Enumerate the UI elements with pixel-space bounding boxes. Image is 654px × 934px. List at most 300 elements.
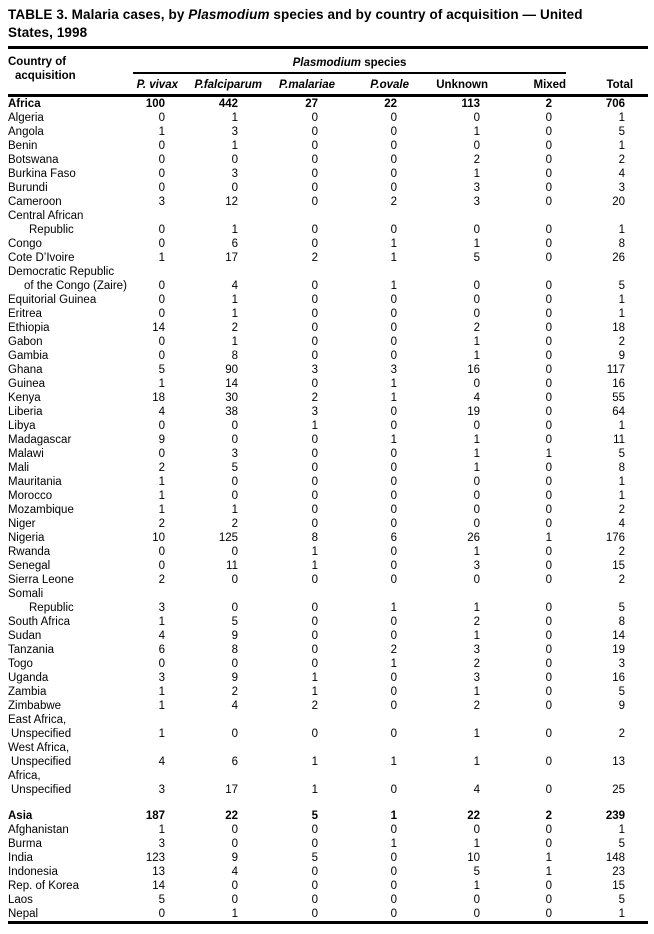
value-cell: 0 (311, 196, 318, 208)
value-cell: 0 (473, 574, 480, 586)
value-cell: 0 (390, 630, 397, 642)
value-cell: 1 (390, 602, 397, 614)
value-cell: 1 (618, 420, 626, 432)
value-cell: 0 (390, 728, 397, 740)
country-cell: Angola (8, 126, 44, 138)
value-cell: 3 (311, 406, 318, 418)
country-cell: Asia (8, 810, 33, 822)
value-cell: 5 (311, 810, 318, 822)
value-cell: 0 (311, 866, 318, 878)
country-cell: Libya (8, 420, 36, 432)
value-cell: 1 (390, 378, 397, 390)
value-cell: 4 (473, 392, 480, 404)
value-cell: 0 (311, 462, 318, 474)
value-cell: 0 (311, 224, 318, 236)
value-cell: 0 (311, 824, 318, 836)
value-cell: 2 (618, 574, 626, 586)
country-line2: of the Congo (Zaire) (24, 280, 127, 292)
value-cell: 0 (390, 546, 397, 558)
value-cell: 0 (545, 490, 553, 502)
value-cell: 8 (311, 532, 318, 544)
value-cell: 0 (545, 658, 553, 670)
value-cell: 1 (545, 852, 553, 864)
value-cell: 1 (618, 824, 626, 836)
value-cell: 9 (231, 672, 238, 684)
value-cell: 0 (390, 168, 397, 180)
country-cell: Rep. of Korea (8, 880, 79, 892)
value-cell: 4 (231, 280, 238, 292)
value-cell: 1 (618, 476, 626, 488)
table-row (8, 489, 648, 503)
value-cell: 0 (545, 336, 553, 348)
country-cell (8, 265, 133, 293)
country-line2: Unspecified (11, 784, 72, 796)
value-cell: 0 (158, 294, 165, 306)
value-cell: 90 (225, 364, 238, 376)
value-cell: 0 (390, 336, 397, 348)
country-line1: East Africa, (8, 714, 67, 726)
value-cell: 8 (231, 644, 238, 656)
country-cell: Senegal (8, 560, 51, 572)
value-cell: 1 (473, 350, 480, 362)
value-cell: 1 (618, 294, 626, 306)
value-cell: 0 (545, 308, 553, 320)
value-cell: 2 (618, 336, 626, 348)
value-cell: 1 (231, 504, 238, 516)
table-row (8, 797, 648, 823)
value-cell: 2 (158, 518, 165, 530)
value-cell: 5 (158, 364, 165, 376)
value-cell: 0 (311, 126, 318, 138)
value-cell: 4 (231, 866, 238, 878)
value-cell: 123 (145, 852, 165, 864)
value-cell: 0 (390, 350, 397, 362)
table-row (8, 125, 648, 139)
value-cell: 148 (605, 852, 626, 864)
table-row (8, 671, 648, 685)
value-cell: 15 (612, 560, 626, 572)
value-cell: 1 (473, 728, 480, 740)
column-header-p-ovale: P.ovale (370, 79, 409, 91)
value-cell: 4 (618, 168, 626, 180)
value-cell: 0 (545, 224, 553, 236)
table-row (8, 643, 648, 657)
value-cell: 1 (158, 476, 165, 488)
value-cell: 1 (311, 546, 318, 558)
value-cell: 15 (612, 880, 626, 892)
value-cell: 5 (311, 852, 318, 864)
country-cell: Cote D’Ivoire (8, 252, 75, 264)
country-cell: Sudan (8, 630, 42, 642)
value-cell: 0 (473, 294, 480, 306)
table-row (8, 251, 648, 265)
country-cell: Kenya (8, 392, 41, 404)
value-cell: 0 (545, 112, 553, 124)
value-cell: 3 (473, 672, 480, 684)
country-line1: West Africa, (8, 742, 70, 754)
value-cell: 0 (231, 880, 238, 892)
value-cell: 4 (158, 756, 165, 768)
country-line1: Africa, (8, 770, 41, 782)
value-cell: 0 (231, 838, 238, 850)
value-cell: 3 (473, 182, 480, 194)
value-cell: 1 (311, 672, 318, 684)
value-cell: 0 (545, 560, 553, 572)
value-cell: 1 (473, 238, 480, 250)
value-cell: 0 (311, 518, 318, 530)
value-cell: 2 (231, 518, 238, 530)
value-cell: 0 (311, 154, 318, 166)
value-cell: 0 (158, 560, 165, 572)
value-cell: 22 (384, 98, 397, 110)
value-cell: 14 (612, 630, 626, 642)
value-cell: 1 (390, 238, 397, 250)
value-cell: 0 (390, 784, 397, 796)
value-cell: 1 (158, 126, 165, 138)
value-cell: 0 (390, 490, 397, 502)
value-cell: 2 (473, 616, 480, 628)
value-cell: 64 (612, 406, 626, 418)
value-cell: 0 (158, 350, 165, 362)
value-cell: 5 (158, 894, 165, 906)
value-cell: 0 (545, 784, 553, 796)
country-cell: Laos (8, 894, 33, 906)
value-cell: 187 (145, 810, 165, 822)
country-cell: Burma (8, 838, 42, 850)
value-cell: 0 (390, 672, 397, 684)
value-cell: 2 (618, 728, 626, 740)
header-spanner-row (8, 48, 648, 74)
value-cell: 1 (473, 756, 480, 768)
value-cell: 0 (545, 238, 553, 250)
value-cell: 0 (390, 420, 397, 432)
value-cell: 0 (311, 504, 318, 516)
value-cell: 0 (390, 686, 397, 698)
value-cell: 13 (152, 866, 165, 878)
value-cell: 1 (618, 908, 626, 920)
value-cell: 0 (390, 462, 397, 474)
value-cell: 4 (618, 518, 626, 530)
value-cell: 0 (158, 182, 165, 194)
value-cell: 0 (473, 490, 480, 502)
value-cell: 1 (158, 616, 165, 628)
country-cell: Cameroon (8, 196, 62, 208)
table-row (8, 545, 648, 559)
table-row (8, 587, 648, 615)
value-cell: 0 (311, 448, 318, 460)
value-cell: 1 (545, 448, 553, 460)
value-cell: 0 (311, 602, 318, 614)
table-row (8, 851, 648, 865)
value-cell: 125 (218, 532, 238, 544)
value-cell: 3 (158, 602, 165, 614)
value-cell: 0 (311, 322, 318, 334)
value-cell: 0 (390, 518, 397, 530)
value-cell: 0 (545, 824, 553, 836)
value-cell: 14 (225, 378, 238, 390)
value-cell: 12 (225, 196, 238, 208)
value-cell: 6 (158, 644, 165, 656)
value-cell: 1 (390, 838, 397, 850)
value-cell: 0 (390, 112, 397, 124)
value-cell: 2 (158, 462, 165, 474)
country-cell: Botswana (8, 154, 59, 166)
value-cell: 0 (545, 672, 553, 684)
value-cell: 0 (390, 866, 397, 878)
value-cell: 5 (473, 866, 480, 878)
table-row (8, 335, 648, 349)
value-cell: 5 (618, 280, 626, 292)
total-header: Total (606, 79, 634, 91)
value-cell: 2 (618, 154, 626, 166)
malaria-table (8, 46, 648, 924)
value-cell: 0 (158, 112, 165, 124)
country-cell: Burundi (8, 182, 48, 194)
value-cell: 0 (545, 838, 553, 850)
value-cell: 1 (473, 126, 480, 138)
table-row (8, 615, 648, 629)
value-cell: 3 (158, 196, 165, 208)
value-cell: 1 (231, 294, 238, 306)
table-row (8, 447, 648, 461)
value-cell: 5 (618, 686, 626, 698)
value-cell: 9 (231, 630, 238, 642)
value-cell: 0 (231, 420, 238, 432)
value-cell: 2 (618, 504, 626, 516)
table-body (8, 96, 648, 923)
value-cell: 9 (231, 852, 238, 864)
value-cell: 0 (390, 880, 397, 892)
value-cell: 0 (231, 182, 238, 194)
table-row (8, 559, 648, 573)
value-cell: 1 (618, 224, 626, 236)
table-row (8, 823, 648, 837)
table-row (8, 363, 648, 377)
value-cell: 1 (473, 880, 480, 892)
value-cell: 38 (225, 406, 238, 418)
value-cell: 1 (158, 252, 165, 264)
country-cell (8, 713, 133, 741)
value-cell: 0 (231, 894, 238, 906)
value-cell: 1 (545, 532, 553, 544)
value-cell: 100 (145, 98, 165, 110)
value-cell: 1 (390, 252, 397, 264)
country-cell: Morocco (8, 490, 53, 502)
country-cell: Equitorial Guinea (8, 294, 97, 306)
value-cell: 1 (473, 630, 480, 642)
value-cell: 1 (158, 686, 165, 698)
value-cell: 0 (473, 518, 480, 530)
column-header-mixed: Mixed (533, 79, 567, 91)
value-cell: 0 (311, 490, 318, 502)
value-cell: 3 (473, 196, 480, 208)
value-cell: 0 (311, 838, 318, 850)
value-cell: 0 (311, 616, 318, 628)
value-cell: 0 (158, 336, 165, 348)
value-cell: 1 (311, 560, 318, 572)
value-cell: 2 (311, 252, 318, 264)
value-cell: 0 (311, 434, 318, 446)
value-cell: 0 (158, 546, 165, 558)
value-cell: 0 (545, 728, 553, 740)
value-cell: 0 (390, 308, 397, 320)
country-cell: Madagascar (8, 434, 72, 446)
table-row (8, 391, 648, 405)
value-cell: 8 (618, 238, 626, 250)
value-cell: 1 (158, 378, 165, 390)
value-cell: 0 (473, 378, 480, 390)
value-cell: 0 (158, 658, 165, 670)
country-cell: Togo (8, 658, 33, 670)
value-cell: 0 (545, 434, 553, 446)
value-cell: 0 (545, 322, 553, 334)
country-cell: India (8, 852, 33, 864)
value-cell: 5 (618, 126, 626, 138)
country-cell: Mozambique (8, 504, 74, 516)
value-cell: 0 (311, 574, 318, 586)
country-header-line1: Country of (8, 56, 67, 68)
value-cell: 0 (545, 140, 553, 152)
value-cell: 0 (390, 182, 397, 194)
value-cell: 0 (545, 518, 553, 530)
value-cell: 0 (390, 140, 397, 152)
value-cell: 6 (231, 238, 238, 250)
value-cell: 8 (618, 462, 626, 474)
value-cell: 0 (473, 824, 480, 836)
table-row (8, 769, 648, 797)
value-cell: 0 (545, 616, 553, 628)
table-row (8, 195, 648, 209)
table-row (8, 699, 648, 713)
table-row (8, 96, 648, 112)
value-cell: 5 (618, 838, 626, 850)
value-cell: 6 (231, 756, 238, 768)
value-cell: 3 (390, 364, 397, 376)
country-cell: Nigeria (8, 532, 45, 544)
country-cell: Mali (8, 462, 30, 474)
value-cell: 2 (545, 98, 553, 110)
country-cell: Algeria (8, 112, 44, 124)
value-cell: 0 (473, 504, 480, 516)
value-cell: 11 (226, 560, 238, 572)
value-cell: 0 (311, 308, 318, 320)
value-cell: 0 (545, 196, 553, 208)
country-cell: Zambia (8, 686, 47, 698)
value-cell: 0 (473, 224, 480, 236)
value-cell: 8 (231, 350, 238, 362)
value-cell: 113 (461, 98, 480, 110)
value-cell: 0 (390, 894, 397, 906)
value-cell: 1 (545, 866, 553, 878)
value-cell: 5 (231, 616, 238, 628)
table-row (8, 865, 648, 879)
value-cell: 26 (467, 532, 480, 544)
value-cell: 0 (390, 852, 397, 864)
value-cell: 9 (618, 700, 626, 712)
value-cell: 0 (545, 294, 553, 306)
value-cell: 1 (618, 490, 626, 502)
value-cell: 0 (158, 154, 165, 166)
value-cell: 117 (606, 364, 626, 376)
value-cell: 14 (152, 880, 165, 892)
value-cell: 2 (311, 700, 318, 712)
value-cell: 55 (612, 392, 626, 404)
value-cell: 0 (311, 894, 318, 906)
table-row (8, 293, 648, 307)
value-cell: 3 (473, 560, 480, 572)
country-cell: South Africa (8, 616, 71, 628)
value-cell: 1 (231, 308, 238, 320)
value-cell: 13 (612, 756, 626, 768)
value-cell: 30 (225, 392, 238, 404)
value-cell: 20 (612, 196, 626, 208)
value-cell: 2 (473, 154, 480, 166)
value-cell: 1 (390, 658, 397, 670)
value-cell: 0 (231, 574, 238, 586)
value-cell: 1 (618, 112, 626, 124)
country-cell: Guinea (8, 378, 46, 390)
value-cell: 16 (467, 364, 480, 376)
country-cell: Ethiopia (8, 322, 50, 334)
value-cell: 0 (473, 112, 480, 124)
table-row (8, 879, 648, 893)
value-cell: 3 (158, 672, 165, 684)
value-cell: 0 (390, 126, 397, 138)
table-row (8, 181, 648, 195)
value-cell: 3 (158, 838, 165, 850)
country-cell: Gambia (8, 350, 49, 362)
country-line1: Somali (8, 588, 44, 600)
table-row (8, 419, 648, 433)
table-title-line1: TABLE 3. Malaria cases, by Plasmodium species and by country of acquisition — United (8, 7, 583, 22)
value-cell: 0 (311, 336, 318, 348)
table-row (8, 475, 648, 489)
value-cell: 0 (311, 658, 318, 670)
table-row (8, 139, 648, 153)
value-cell: 1 (618, 140, 626, 152)
value-cell: 442 (218, 98, 238, 110)
value-cell: 22 (467, 810, 480, 822)
value-cell: 0 (311, 908, 318, 920)
value-cell: 0 (390, 700, 397, 712)
table-row (8, 629, 648, 643)
value-cell: 0 (311, 182, 318, 194)
value-cell: 0 (545, 644, 553, 656)
value-cell: 0 (545, 908, 553, 920)
value-cell: 0 (545, 686, 553, 698)
value-cell: 1 (473, 602, 480, 614)
country-cell: Uganda (8, 672, 49, 684)
value-cell: 1 (158, 700, 165, 712)
table-row (8, 837, 648, 851)
country-cell: Mauritania (8, 476, 62, 488)
column-header-p-malariae: P.malariae (278, 79, 335, 91)
table-row (8, 893, 648, 907)
value-cell: 0 (390, 476, 397, 488)
value-cell: 0 (545, 364, 553, 376)
value-cell: 2 (545, 810, 553, 822)
value-cell: 6 (390, 532, 397, 544)
value-cell: 0 (311, 280, 318, 292)
value-cell: 0 (158, 168, 165, 180)
value-cell: 2 (158, 574, 165, 586)
value-cell: 1 (390, 434, 397, 446)
value-cell: 0 (390, 504, 397, 516)
value-cell: 0 (473, 140, 480, 152)
value-cell: 1 (473, 336, 480, 348)
value-cell: 0 (545, 630, 553, 642)
value-cell: 0 (390, 616, 397, 628)
